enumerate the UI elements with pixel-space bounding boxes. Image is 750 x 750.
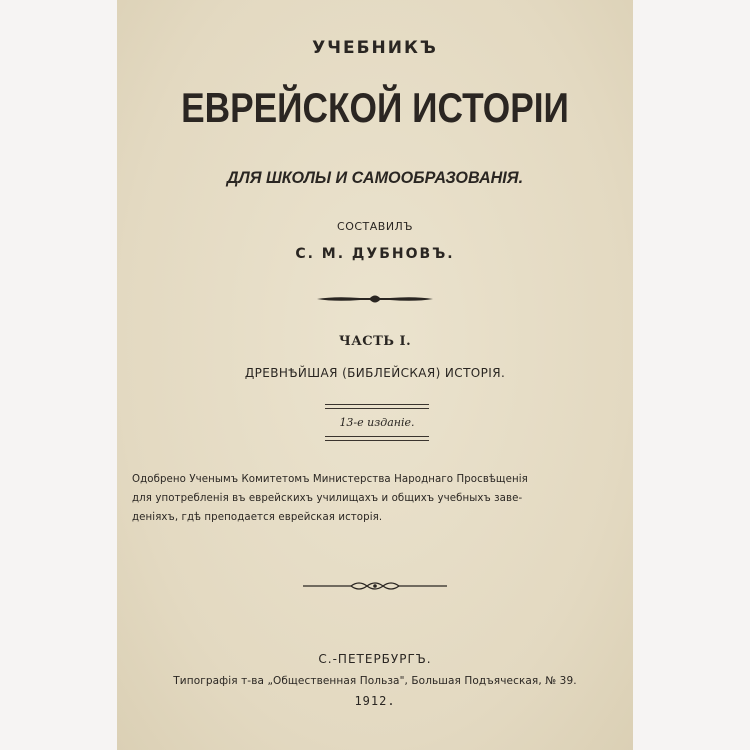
author: С. М. ДУБНОВЪ. bbox=[295, 246, 455, 262]
edition: 13-е изданіе. bbox=[339, 416, 415, 429]
edition-box bbox=[325, 404, 429, 440]
approval-line: деніяхъ, гдѣ преподается еврейская исторія. bbox=[132, 512, 383, 523]
compiled-label: СОСТАВИЛЪ bbox=[337, 220, 413, 233]
printer: Типографія т-ва „Общественная Польза", Большая Подъяческая, № 39. bbox=[173, 675, 577, 687]
approval-line: для употребленія въ еврейскихъ училищахъ и общихъ учебныхъ заве- bbox=[132, 493, 523, 504]
city: С.-ПЕТЕРБУРГЪ. bbox=[318, 652, 432, 666]
approval-line: Одобрено Ученымъ Комитетомъ Министерства Народнаго Просвѣщенія bbox=[132, 474, 528, 485]
part-number: ЧАСТЬ I. bbox=[338, 334, 412, 349]
part-title: ДРЕВНѢЙШАЯ (БИБЛЕЙСКАЯ) ИСТОРІЯ. bbox=[244, 366, 506, 380]
approval-note bbox=[132, 470, 632, 527]
subtitle: ДЛЯ ШКОЛЫ И САМООБРАЗОВАНІЯ. bbox=[226, 168, 524, 187]
title-page bbox=[117, 0, 633, 750]
year: 1912. bbox=[354, 694, 396, 708]
heading-large: ЕВРЕЙСКОЙ ИСТОРІИ bbox=[181, 84, 569, 131]
heading-small: УЧЕБНИКЪ bbox=[312, 38, 438, 58]
ornament-vignette-icon bbox=[301, 578, 449, 594]
ornament-divider-icon bbox=[315, 292, 435, 306]
